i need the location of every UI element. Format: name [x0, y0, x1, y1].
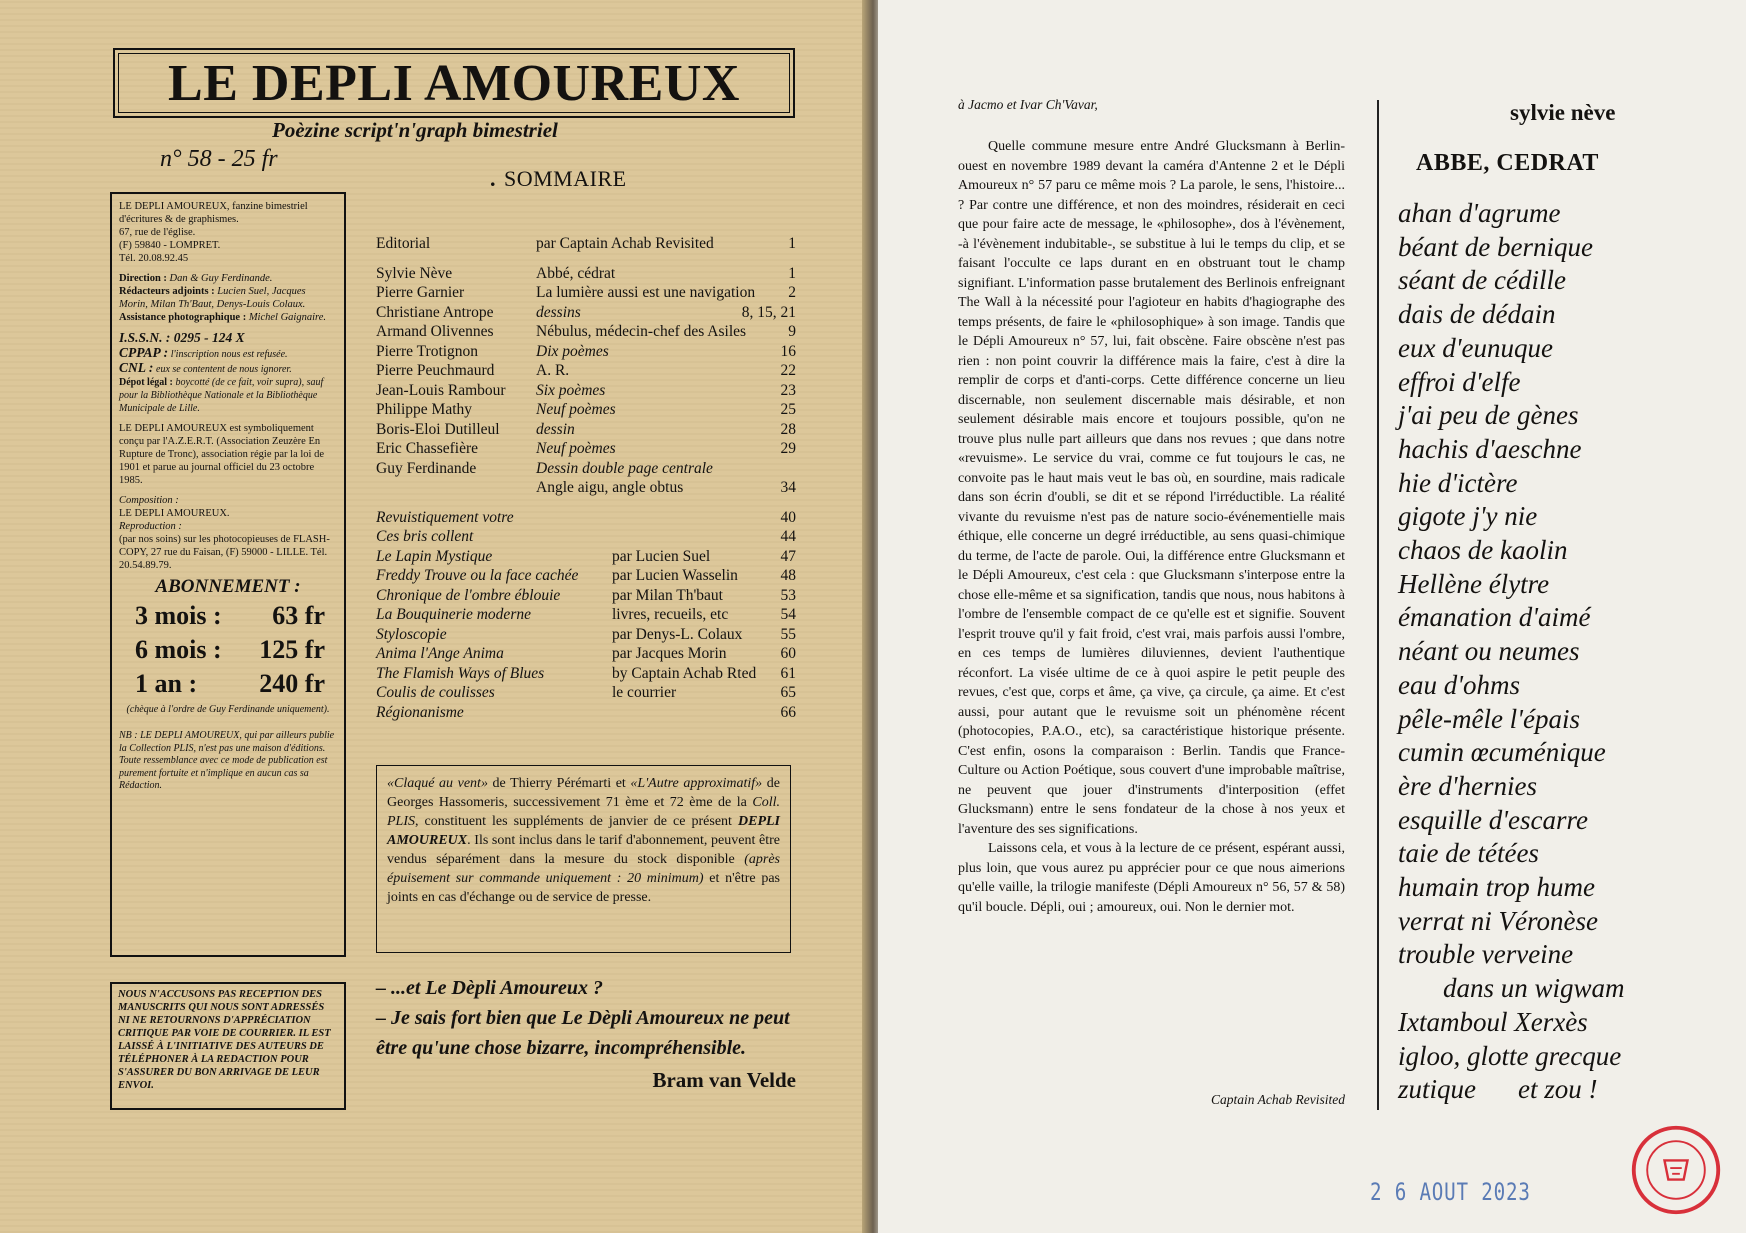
poem-line: Ixtamboul Xerxès	[1398, 1006, 1588, 1037]
toc-author: Boris-Eloi Dutilleul	[376, 420, 500, 438]
address-line-2: (F) 59840 - LOMPRET.	[119, 240, 221, 251]
photo-label: Assistance photographique :	[119, 312, 247, 323]
promo-part: et n'être pas joints en cas d'échange ou de service de presse.	[387, 871, 780, 905]
toc-page: 22	[780, 362, 796, 379]
toc-page: 2	[788, 284, 796, 301]
toc-page: 53	[780, 586, 796, 604]
abonnement-row	[119, 633, 337, 667]
toc-page: 23	[780, 381, 796, 399]
toc-byline: le courrier	[612, 684, 677, 701]
column-divider	[1377, 100, 1379, 1110]
toc-author: Revuistiquement votre	[376, 508, 514, 526]
toc-title: dessins	[536, 303, 581, 321]
poem-line: verrat ni Véronèse	[1398, 905, 1598, 936]
toc-title: Angle aigu, angle obtus	[536, 479, 684, 496]
toc-row	[376, 605, 796, 625]
depot: boycotté (de ce fait, voir supra), sauf pour la Bibliothèque Nationale et la Bibliothèque Municipale de Lille.	[119, 377, 324, 414]
poem-line: néant ou neumes	[1398, 636, 1580, 667]
adjoints: Lucien Suel, Jacques Morin, Milan Th'Baut, Denys-Louis Colaux.	[119, 286, 306, 310]
colophon-legal	[119, 331, 337, 415]
poem-line: trouble verveine	[1398, 939, 1574, 970]
abo-price: 125 fr	[259, 635, 325, 664]
poem-line: dais de dédain	[1398, 299, 1556, 330]
colophon-symbol: LE DEPLI AMOUREUX est symboliquement conçu par l'A.Z.E.R.T. (Association Zeuzère En Rupture de Tronc), association régie par la loi de 1901 et parue au journal officiel du 23 octobre 1985.	[119, 423, 324, 486]
toc-row	[376, 283, 796, 303]
toc-author: Ces bris collent	[376, 528, 474, 545]
toc-page: 61	[780, 664, 796, 682]
toc-page: 8, 15, 21	[741, 303, 796, 321]
issue-number: n° 58 - 25 fr	[160, 146, 278, 172]
promo-part: de Thierry Pérémarti et	[487, 776, 631, 791]
toc-page: 48	[780, 567, 796, 584]
toc-author: Régionanisme	[376, 703, 464, 721]
toc-title: A. R.	[536, 362, 570, 379]
manuscripts-notice: NOUS N'ACCUSONS PAS RECEPTION DES MANUSCRITS QUI NOUS SONT ADRESSÉS NI NE RETOURNONS D'APPRÉCIATION CRITIQUE PAR VOIE DE COURRIER. IL EST LAISSÉ À L'INITIATIVE DES AUTEURS DE TÉLÉPHONER À LA REDACTION POUR S'ASSURER DU BON ARRIVAGE DE LEUR ENVOI.	[110, 982, 346, 1110]
composition-label: Composition :	[119, 495, 179, 506]
promo-part: DEPLI AMOUREUX	[387, 814, 780, 848]
toc-row	[376, 586, 796, 606]
toc-author: La Bouquinerie moderne	[376, 606, 531, 623]
promo-part: Coll. PLIS	[387, 795, 780, 829]
poem-line: eau d'ohms	[1398, 669, 1521, 700]
colophon-production	[119, 494, 337, 572]
toc-row	[376, 322, 796, 342]
toc-row	[376, 400, 796, 420]
toc-page: 28	[780, 420, 796, 438]
toc-byline: par Lucien Wasselin	[612, 567, 738, 584]
promo-part: «L'Autre approximatif»	[630, 776, 763, 791]
reproduction-label: Reproduction :	[119, 521, 182, 532]
toc-title: Abbé, cédrat	[536, 264, 616, 282]
toc-spacer	[376, 254, 796, 264]
supplements-box	[376, 765, 791, 953]
toc-title: Nébulus, médecin-chef des Asiles	[536, 323, 747, 340]
toc-author: Freddy Trouve ou la face cachée	[376, 567, 579, 584]
toc-byline: livres, recueils, etc	[612, 606, 729, 623]
editorial-signature: Captain Achab Revisited	[1211, 1092, 1345, 1107]
toc-row	[376, 234, 796, 254]
direction-label: Direction :	[119, 273, 167, 284]
toc-author: Anima l'Ange Anima	[376, 645, 504, 662]
toc-row	[376, 547, 796, 567]
toc-page: 25	[780, 401, 796, 418]
poem-line: humain trop hume	[1398, 872, 1595, 903]
poem-line: gigote j'y nie	[1398, 501, 1538, 532]
toc-byline: par Captain Achab Revisited	[536, 235, 714, 252]
poem-line: Hellène élytre	[1398, 568, 1550, 599]
poem-line: effroi d'elfe	[1398, 366, 1521, 397]
left-page	[0, 0, 872, 1233]
sommaire-label: SOMMAIRE	[504, 166, 627, 191]
promo-part: de Georges Hassomeris, successivement 71 ème et 72 ème de la	[387, 776, 780, 810]
quote-line-1: – ...et Le Dèpli Amoureux ?	[376, 977, 604, 999]
abo-duration: 6 mois :	[135, 635, 222, 664]
poem	[1398, 197, 1648, 1107]
poem-last-word: zutique	[1398, 1074, 1476, 1105]
poem-line	[1398, 1073, 1648, 1107]
toc-row	[376, 420, 796, 440]
toc-row	[376, 478, 796, 498]
poem-line: dans un wigwam	[1443, 973, 1625, 1004]
toc-author: Armand Olivennes	[376, 323, 494, 340]
toc-author: Styloscopie	[376, 625, 447, 643]
toc-row	[376, 625, 796, 645]
promo-part: (après épuisement sur commande uniquement : 20 minimum)	[387, 852, 780, 886]
cppap-label: CPPAP :	[119, 345, 169, 360]
toc-author: Christiane Antrope	[376, 303, 494, 321]
cnl: eux se contentent de nous ignorer.	[156, 364, 292, 375]
editorial-paragraph: Laissons cela, et vous à la lecture de ce présent, espérant aussi, plus loin, que vous aurez pu apprécier pour ce que nous aimerions qu'elle vaille, la trilogie manifeste (Dépli Amoureux n° 56, 57 & 58) qu'il boucle. Dépli, oui ; amoureux, oui. Non le dernier mot.	[958, 841, 1345, 915]
poem-line: taie de tétées	[1398, 838, 1539, 869]
toc-byline: by Captain Achab Rted	[612, 664, 757, 682]
toc-author: Editorial	[376, 235, 431, 252]
photo-credit: Michel Gaignaire.	[248, 312, 326, 323]
phone: Tél. 20.08.92.45	[119, 253, 189, 264]
toc-byline: par Jacques Morin	[612, 645, 727, 662]
poem-last-exclaim: et zou !	[1518, 1074, 1598, 1105]
cnl-label: CNL :	[119, 360, 154, 375]
toc-byline: par Denys-L. Colaux	[612, 625, 743, 643]
promo-part: , constituent les suppléments de janvier de ce présent	[415, 814, 738, 829]
toc-author: Jean-Louis Rambour	[376, 381, 506, 399]
table-of-contents	[376, 234, 796, 722]
poem-title: ABBE, CEDRAT	[1416, 150, 1599, 176]
promo-part: . Ils sont inclus dans le tarif d'abonnement, peuvent être vendus séparément dans la mesure du stock disponible	[387, 833, 780, 867]
depot-label: Dépot légal :	[119, 377, 173, 388]
abo-duration: 1 an :	[135, 669, 198, 698]
colophon-publisher	[119, 200, 337, 265]
poem-line: cumin œcuménique	[1398, 737, 1606, 768]
poet-name: sylvie nève	[1510, 100, 1616, 125]
poem-line: esquille d'escarre	[1398, 804, 1588, 835]
toc-row	[376, 439, 796, 459]
toc-page: 34	[780, 479, 796, 496]
editorial-text	[958, 137, 1345, 917]
sommaire-heading: . SOMMAIRE	[490, 166, 627, 191]
toc-author: Pierre Garnier	[376, 284, 465, 301]
poem-line: séant de cédille	[1398, 265, 1566, 296]
toc-row	[376, 683, 796, 703]
adjoints-label: Rédacteurs adjoints :	[119, 286, 215, 297]
toc-title: Dix poèmes	[536, 342, 609, 360]
poem-line: hachis d'aeschne	[1398, 433, 1582, 464]
abo-price: 63 fr	[272, 601, 325, 630]
abonnement-row	[119, 599, 337, 633]
toc-author: The Flamish Ways of Blues	[376, 664, 545, 682]
toc-byline: par Lucien Suel	[612, 547, 711, 565]
reproduction: (par nos soins) sur les photocopieuses de FLASH-COPY, 27 rue du Faisan, (F) 59000 - LILLE. Tél. 20.54.89.79.	[119, 534, 330, 571]
toc-row	[376, 527, 796, 547]
toc-page: 40	[780, 508, 796, 526]
toc-author: Pierre Peuchmaurd	[376, 362, 495, 379]
toc-author: Guy Ferdinande	[376, 459, 477, 477]
poem-line: béant de bernique	[1398, 231, 1593, 262]
masthead-title: LE DEPLI AMOUREUX	[168, 55, 740, 112]
toc-author: Chronique de l'ombre éblouie	[376, 586, 561, 604]
toc-author: Coulis de coulisses	[376, 684, 495, 701]
subtitle: Poèzine script'n'graph bimestriel	[272, 118, 558, 142]
toc-page: 55	[780, 625, 796, 643]
abo-price: 240 fr	[259, 669, 325, 698]
epigraph-quote	[376, 973, 796, 1095]
editorial-paragraph: Quelle commune mesure entre André Glucksmann à Berlin-ouest en novembre 1989 devant la caméra d'Antenne 2 et le Dépli Amoureux n° 57 paru ce même mois ? La parole, le sens, l'histoire... ? Par contre une différence, et non des moindres, résiderait en ceci que pour faire acte de message, le «philosophe», dos à l'évènement, -à l'évènement indubitable-, se substitue à lui le temps du clip, et se faisant l'occulte ce laps durant en en obstruant tout le champ signifiant. L'information passe brutalement des Berlinois enfreignant The Wall à la nécessité pour l'agioteur en habits d'hagiographe des temps présents, de faire le «philosophique» à son image. Tandis que le Dépli Amoureux n° 57, lui, fait obscène. Faire obscène n'est pas rien : non point couvrir la différence mais la faire, c'est à dire la remplir de corps et d'anti-corps. Cette différence concerne un lieu discernable, non seulement discernable mais désirable, et non seulement désirable mais encore et toujours possible, qu'on ne trouve plus nulle part ailleurs que dans nos revues ; que dans notre «revuisme». Le service du vrai, comme ce fut toujours le cas, ne convoite pas le haut mais veut le bas où, en sourdine, mais radicale dans son écrin d'oubli, se dit et se répond l'irréductible. La réalité vivante du revuisme n'est pas de nature socio-événementielle mais éthique, elle concerne un degré irréductible, au sens quasi-chimique du terme, de l'acte de parole. Oui, la différence entre Glucksmann et le Dépli Amoureux, c'est cela : que Glucksmann s'interpose entre la chose elle-même et sa signification, tandis que nous, nous habitons à l'ombre de l'ensemble compact de ce qu'elle est et signifie. Souvent l'esprit trouve qu'il y fait froid, c'est vrai, mais parfois aussi l'ombre, en ces temps de lumières diluviennes, devient l'authentique réconfort. La visée ultime de ce à quoi aspire le petit peuple des revues, c'est que, corps et âme, ça vive, ça circule, ça aime. Et c'est aussi, pour autant que le revuisme soit un phénomène récent (photocopies, P.A.O., etc), sa caractéristique historique présente. C'est enfin, osons la comparaison : Berlin. Tandis que France-Culture ou Action Poétique, sous couvert d'une improbable maîtrise, ne peuvent que jouer d'instruments d'interposition (effet Glucksmann) entre le sens fondateur de la chose à nos yeux et l'aventure des ses significations.	[958, 139, 1345, 837]
quote-author: Bram van Velde	[652, 1068, 796, 1092]
toc-author: Le Lapin Mystique	[376, 547, 493, 565]
dedication: à Jacmo et Ivar Ch'Vavar,	[958, 97, 1098, 112]
toc-row	[376, 264, 796, 284]
toc-row	[376, 361, 796, 381]
colophon-staff	[119, 272, 337, 324]
abo-duration: 3 mois :	[135, 601, 222, 630]
abonnement-title: ABONNEMENT :	[155, 576, 301, 597]
toc-title: Six poèmes	[536, 381, 606, 399]
toc-page: 54	[780, 606, 796, 623]
toc-row	[376, 644, 796, 664]
toc-title: Neuf poèmes	[536, 401, 616, 418]
abonnement-note: (chèque à l'ordre de Guy Ferdinande uniquement).	[126, 704, 330, 715]
nb-note: NB : LE DEPLI AMOUREUX, qui par ailleurs publie la Collection PLIS, n'est pas une maison d'éditions. Toute ressemblance avec ce mode de publication est purement fortuite et n'implique en aucun cas sa Rédaction.	[119, 730, 335, 791]
toc-byline: par Milan Th'baut	[612, 586, 723, 604]
poem-line: ère d'hernies	[1398, 770, 1537, 801]
toc-page: 29	[780, 440, 796, 457]
toc-row	[376, 664, 796, 684]
direction: Dan & Guy Ferdinande.	[169, 273, 273, 284]
toc-page: 9	[788, 323, 796, 340]
toc-row	[376, 303, 796, 323]
toc-author: Philippe Mathy	[376, 401, 473, 418]
poem-line: hie d'ictère	[1398, 467, 1518, 498]
toc-page: 44	[780, 528, 796, 545]
publisher: LE DEPLI AMOUREUX, fanzine bimestriel d'écritures & de graphismes.	[119, 201, 308, 225]
abonnement-row	[119, 667, 337, 701]
poem-line: igloo, glotte grecque	[1398, 1040, 1622, 1071]
toc-page: 66	[780, 703, 796, 721]
toc-row	[376, 703, 796, 723]
issn: I.S.S.N. : 0295 - 124 X	[119, 330, 245, 345]
toc-page: 60	[780, 645, 796, 662]
toc-title: Dessin double page centrale	[536, 459, 713, 477]
toc-row	[376, 566, 796, 586]
poem-line: chaos de kaolin	[1398, 535, 1568, 566]
toc-page: 47	[780, 547, 796, 565]
toc-page: 1	[788, 264, 796, 282]
poem-line: pêle-mêle l'épais	[1398, 703, 1580, 734]
toc-row	[376, 342, 796, 362]
toc-row	[376, 381, 796, 401]
toc-row	[376, 459, 796, 479]
toc-title: La lumière aussi est une navigation	[536, 284, 756, 301]
poem-line: j'ai peu de gènes	[1398, 400, 1579, 431]
composition: LE DEPLI AMOUREUX.	[119, 508, 230, 519]
poem-line: ahan d'agrume	[1398, 198, 1561, 228]
promo-part: «Claqué au vent»	[387, 776, 488, 791]
quote-line-2: – Je sais fort bien que Le Dèpli Amoureux ne peut être qu'une chose bizarre, incompréhensible.	[376, 1007, 790, 1059]
toc-page: 1	[788, 235, 796, 252]
toc-title: dessin	[536, 420, 575, 438]
colophon-box	[110, 192, 346, 957]
poem-line: émanation d'aimé	[1398, 602, 1591, 633]
toc-author: Pierre Trotignon	[376, 342, 479, 360]
address-line-1: 67, rue de l'église.	[119, 227, 196, 238]
toc-page: 16	[780, 342, 796, 360]
cppap: l'inscription nous est refusée.	[170, 349, 288, 360]
toc-title: Neuf poèmes	[536, 440, 616, 457]
masthead	[113, 48, 795, 118]
toc-page: 65	[780, 684, 796, 701]
poem-line: eux d'eunuque	[1398, 332, 1553, 363]
toc-author: Sylvie Nève	[376, 264, 453, 282]
library-stamp-icon	[1628, 1122, 1724, 1218]
toc-row	[376, 508, 796, 528]
toc-author: Eric Chassefière	[376, 440, 478, 457]
date-stamp: 2 6 AOUT 2023	[1370, 1178, 1531, 1206]
toc-spacer	[376, 498, 796, 508]
